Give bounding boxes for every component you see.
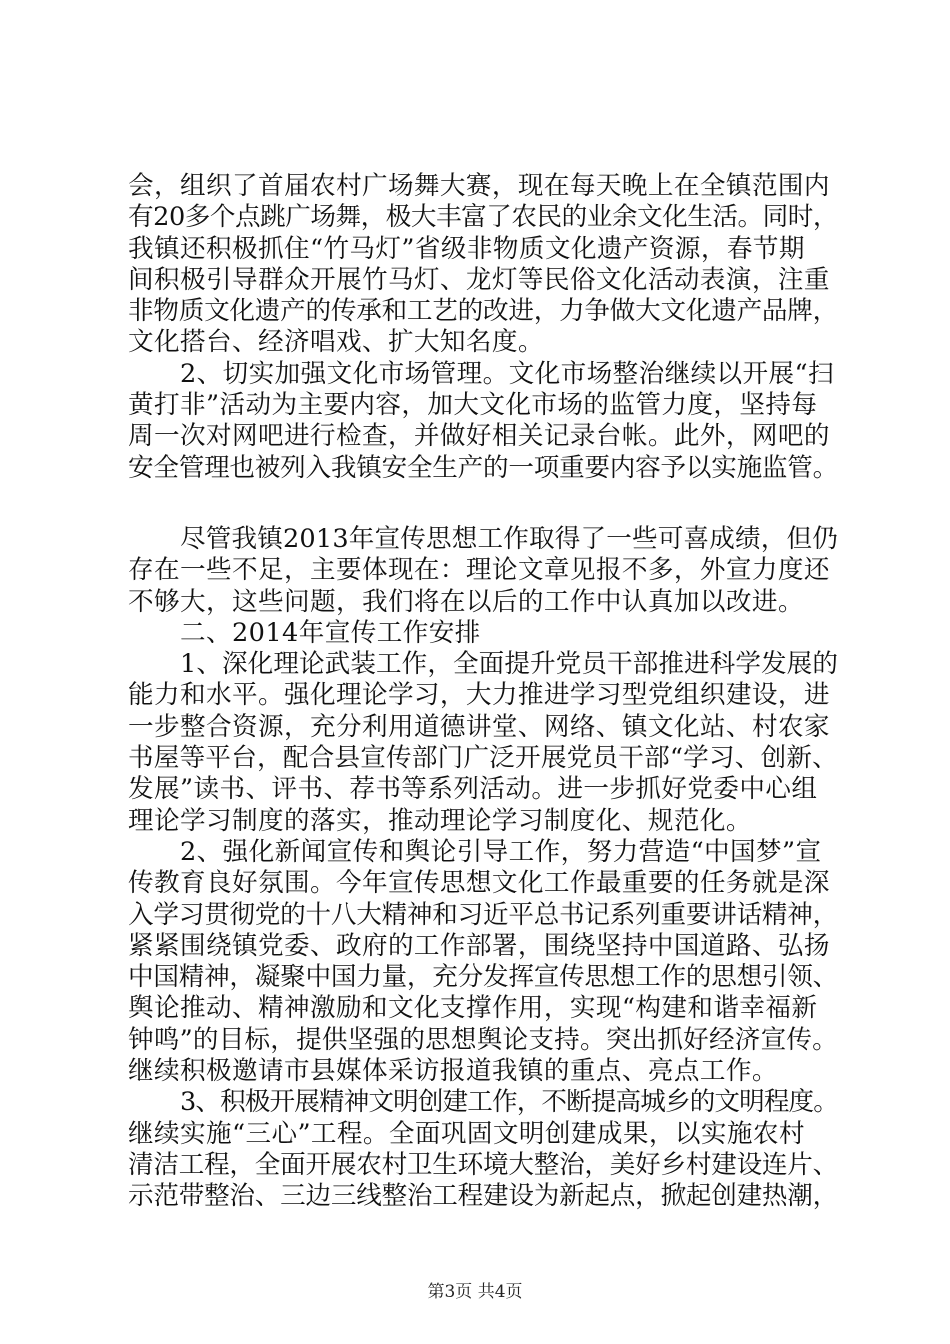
text-line: 入学习贯彻党的十八大精神和习近平总书记系列重要讲话精神， bbox=[128, 899, 838, 930]
text-line: 理论学习制度的落实，推动理论学习制度化、规范化。 bbox=[128, 805, 752, 836]
text-line: 舆论推动、精神激励和文化支撑作用，实现“构建和谐幸福新 bbox=[128, 993, 818, 1024]
text-line: 继续积极邀请市县媒体采访报道我镇的重点、亮点工作。 bbox=[128, 1056, 778, 1087]
text-line: 钟鸣”的目标，提供坚强的思想舆论支持。突出抓好经济宣传。 bbox=[128, 1024, 838, 1055]
text-line: 我镇还积极抓住“竹马灯”省级非物质文化遗产资源，春节期 bbox=[128, 233, 805, 264]
text-line: 不够大，这些问题，我们将在以后的工作中认真加以改进。 bbox=[128, 586, 804, 617]
paragraph-start-line: 1、深化理论武装工作，全面提升党员干部推进科学发展的 bbox=[180, 649, 838, 680]
text-line: 文化搭台、经济唱戏、扩大知名度。 bbox=[128, 327, 544, 358]
page-number: 第3页 共4页 bbox=[427, 1282, 523, 1302]
section-heading: 二、2014年宣传工作安排 bbox=[180, 617, 481, 648]
paragraph-start-line: 2、强化新闻宣传和舆论引导工作，努力营造“中国梦”宣 bbox=[180, 836, 822, 867]
text-line: 间积极引导群众开展竹马灯、龙灯等民俗文化活动表演，注重 bbox=[128, 264, 830, 295]
text-line: 继续实施“三心”工程。全面巩固文明创建成果，以实施农村 bbox=[128, 1118, 805, 1149]
text-line: 清洁工程，全面开展农村卫生环境大整治，美好乡村建设连片、 bbox=[128, 1149, 838, 1180]
text-line: 紧紧围绕镇党委、政府的工作部署，围绕坚持中国道路、弘扬 bbox=[128, 930, 830, 961]
text-line: 一步整合资源，充分利用道德讲堂、网络、镇文化站、村农家 bbox=[128, 711, 830, 742]
text-line: 传教育良好氛围。今年宣传思想文化工作最重要的任务就是深 bbox=[128, 868, 830, 899]
text-line: 存在一些不足，主要体现在：理论文章见报不多，外宣力度还 bbox=[128, 555, 830, 586]
text-line: 能力和水平。强化理论学习，大力推进学习型党组织建设，进 bbox=[128, 680, 830, 711]
text-line: 安全管理也被列入我镇安全生产的一项重要内容予以实施监管。 bbox=[128, 452, 838, 483]
paragraph-start-line: 2、切实加强文化市场管理。文化市场整治继续以开展“扫 bbox=[180, 358, 835, 389]
text-line: 有20多个点跳广场舞，极大丰富了农民的业余文化生活。同时， bbox=[128, 202, 838, 233]
text-line: 黄打非”活动为主要内容，加大文化市场的监管力度，坚持每 bbox=[128, 390, 818, 421]
text-line: 周一次对网吧进行检查，并做好相关记录台帐。此外，网吧的 bbox=[128, 421, 830, 452]
text-line: 发展”读书、评书、荐书等系列活动。进一步抓好党委中心组 bbox=[128, 774, 818, 805]
page-footer bbox=[0, 1277, 950, 1302]
text-line: 中国精神，凝聚中国力量，充分发挥宣传思想工作的思想引领、 bbox=[128, 962, 838, 993]
document-body bbox=[128, 171, 838, 1213]
paragraph-start-line: 3、积极开展精神文明创建工作，不断提高城乡的文明程度。 bbox=[180, 1087, 838, 1118]
paragraph-gap bbox=[128, 484, 838, 524]
text-line: 非物质文化遗产的传承和工艺的改进，力争做大文化遗产品牌， bbox=[128, 296, 838, 327]
text-line: 书屋等平台，配合县宣传部门广泛开展党员干部“学习、创新、 bbox=[128, 743, 838, 774]
text-line: 会，组织了首届农村广场舞大赛，现在每天晚上在全镇范围内 bbox=[128, 171, 830, 201]
paragraph-start-line: 尽管我镇2013年宣传思想工作取得了一些可喜成绩，但仍 bbox=[180, 523, 838, 554]
text-line: 示范带整治、三边三线整治工程建设为新起点，掀起创建热潮， bbox=[128, 1181, 838, 1212]
